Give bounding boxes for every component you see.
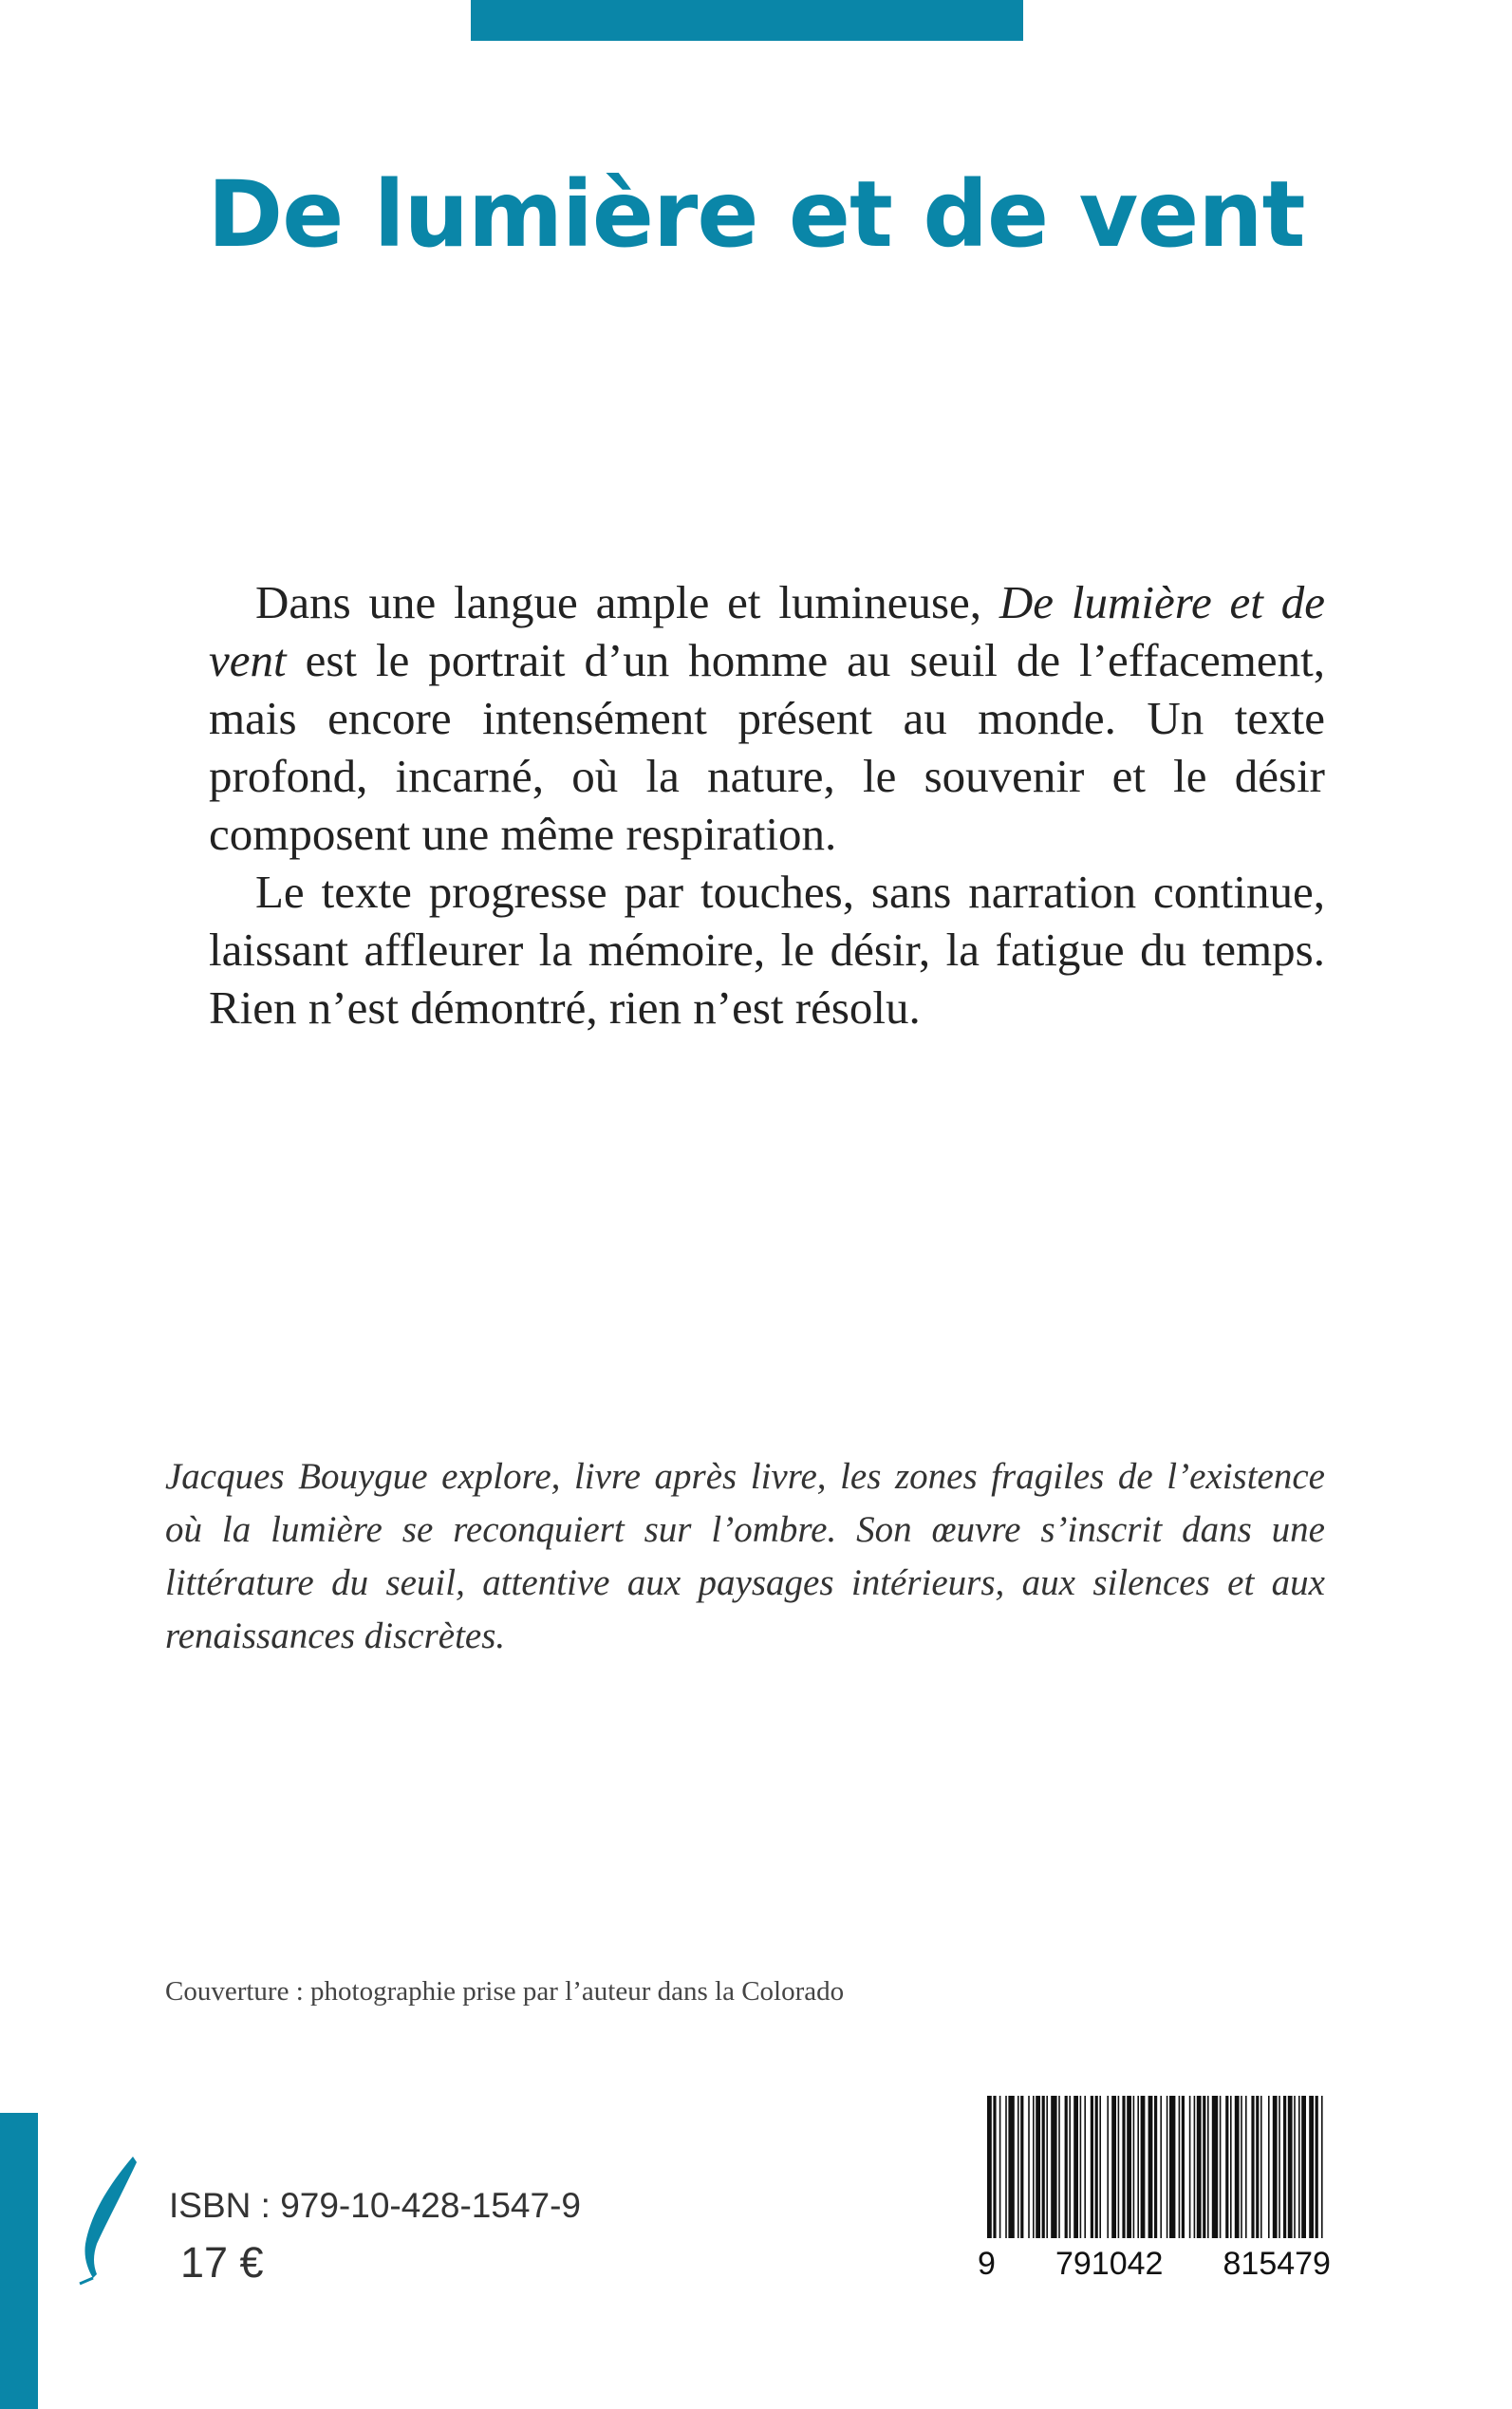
barcode-bar bbox=[1260, 2096, 1262, 2238]
blurb-p1-start: Dans une langue ample et lumineuse, bbox=[255, 576, 999, 628]
blurb-p2-text: Le texte progresse par touches, sans narration continue, laissant affleurer la mémoire, le désir, la fatigue du temps. Rien n’est démontré, rien n’est résolu. bbox=[209, 866, 1325, 1034]
barcode-bar bbox=[993, 2096, 996, 2238]
barcode-bar bbox=[1256, 2096, 1259, 2238]
barcode-bar bbox=[1095, 2096, 1098, 2238]
blurb bbox=[209, 573, 1325, 1036]
top-color-band bbox=[471, 0, 1023, 41]
barcode-bar bbox=[1225, 2096, 1228, 2238]
barcode bbox=[985, 2096, 1327, 2267]
barcode-bar bbox=[1245, 2096, 1247, 2238]
barcode-bar bbox=[1051, 2096, 1056, 2238]
barcode-bar bbox=[1189, 2096, 1191, 2238]
barcode-bar bbox=[1194, 2096, 1196, 2238]
barcode-bar bbox=[1127, 2096, 1131, 2238]
barcode-group-1: 791042 bbox=[1055, 2246, 1164, 2282]
barcode-bar bbox=[1241, 2096, 1242, 2238]
barcode-bar bbox=[1058, 2096, 1060, 2238]
barcode-bar bbox=[1080, 2096, 1082, 2238]
barcode-bar bbox=[1321, 2096, 1323, 2238]
barcode-bar bbox=[1148, 2096, 1153, 2238]
barcode-bar bbox=[1301, 2096, 1306, 2238]
barcode-bar bbox=[1008, 2096, 1014, 2238]
barcode-bar bbox=[1182, 2096, 1185, 2238]
barcode-bar bbox=[1111, 2096, 1116, 2238]
barcode-bar bbox=[1107, 2096, 1109, 2238]
barcode-bar bbox=[1133, 2096, 1135, 2238]
barcode-bar bbox=[1273, 2096, 1278, 2238]
barcode-bar bbox=[1160, 2096, 1162, 2238]
barcode-bar bbox=[1288, 2096, 1293, 2238]
barcode-bar bbox=[1084, 2096, 1086, 2238]
barcode-bar bbox=[1207, 2096, 1209, 2238]
barcode-number bbox=[978, 2246, 1331, 2283]
barcode-bar bbox=[1141, 2096, 1146, 2238]
barcode-bar bbox=[1169, 2096, 1175, 2238]
barcode-bar bbox=[1230, 2096, 1232, 2238]
barcode-bar bbox=[999, 2096, 1001, 2238]
barcode-bar bbox=[1028, 2096, 1030, 2238]
barcode-bar bbox=[1283, 2096, 1286, 2238]
barcode-group-2: 815479 bbox=[1223, 2246, 1331, 2282]
quill-icon bbox=[74, 2153, 150, 2286]
barcode-bar bbox=[987, 2096, 992, 2238]
blurb-paragraph-1 bbox=[209, 573, 1325, 863]
barcode-bar bbox=[1065, 2096, 1068, 2238]
barcode-bar bbox=[1179, 2096, 1181, 2238]
barcode-lead-digit: 9 bbox=[978, 2246, 996, 2282]
barcode-bar bbox=[1020, 2096, 1023, 2238]
author-bio: Jacques Bouygue explore, livre après livre, les zones fragiles de l’existence où la lumière se reconquiert sur l’ombre. Son œuvre s’inscrit dans une littérature du seuil, attentive aux paysages intérieurs, aux silences et aux renaissances discrètes. bbox=[165, 1456, 1325, 1656]
barcode-bar bbox=[1069, 2096, 1071, 2238]
barcode-bar bbox=[1279, 2096, 1280, 2238]
barcode-bar bbox=[1091, 2096, 1093, 2238]
blurb-p1-end: est le portrait d’un homme au seuil de l’effacement, mais encore intensément présent au monde. Un texte profond, incarné, où la nature, le souvenir et le désir composent une même respiration. bbox=[209, 634, 1325, 860]
barcode-bar bbox=[1017, 2096, 1019, 2238]
book-title: De lumière et de vent bbox=[207, 161, 1305, 268]
barcode-bar bbox=[1316, 2096, 1318, 2238]
barcode-bar bbox=[1122, 2096, 1125, 2238]
barcode-bar bbox=[1073, 2096, 1078, 2238]
barcode-bar bbox=[1235, 2096, 1240, 2238]
barcode-bar bbox=[1154, 2096, 1157, 2238]
barcode-bar bbox=[1203, 2096, 1205, 2238]
barcode-bar bbox=[1268, 2096, 1270, 2238]
barcode-bar bbox=[1137, 2096, 1139, 2238]
barcode-bar bbox=[1099, 2096, 1101, 2238]
blurb-paragraph-2 bbox=[209, 863, 1325, 1036]
barcode-bar bbox=[1298, 2096, 1300, 2238]
blurb-p1-title: De lumière et de vent bbox=[209, 576, 1325, 686]
barcode-bar bbox=[1220, 2096, 1222, 2238]
barcode-bar bbox=[1167, 2096, 1168, 2238]
isbn: ISBN : 979-10-428-1547-9 bbox=[169, 2186, 581, 2225]
barcode-bar bbox=[1046, 2096, 1048, 2238]
barcode-bar bbox=[1212, 2096, 1218, 2238]
barcode-bar bbox=[1118, 2096, 1120, 2238]
barcode-bar bbox=[1294, 2096, 1296, 2238]
barcode-bar bbox=[1033, 2096, 1035, 2238]
barcode-bar bbox=[1197, 2096, 1202, 2238]
barcode-bar bbox=[1042, 2096, 1045, 2238]
barcode-bar bbox=[1251, 2096, 1254, 2238]
side-color-band bbox=[0, 2113, 38, 2409]
cover-credit: Couverture : photographie prise par l’auteur dans la Colorado bbox=[165, 1976, 845, 2007]
barcode-bar bbox=[1036, 2096, 1040, 2238]
price: 17 € bbox=[180, 2238, 264, 2287]
barcode-bar bbox=[1309, 2096, 1314, 2238]
barcode-bar bbox=[1005, 2096, 1007, 2238]
